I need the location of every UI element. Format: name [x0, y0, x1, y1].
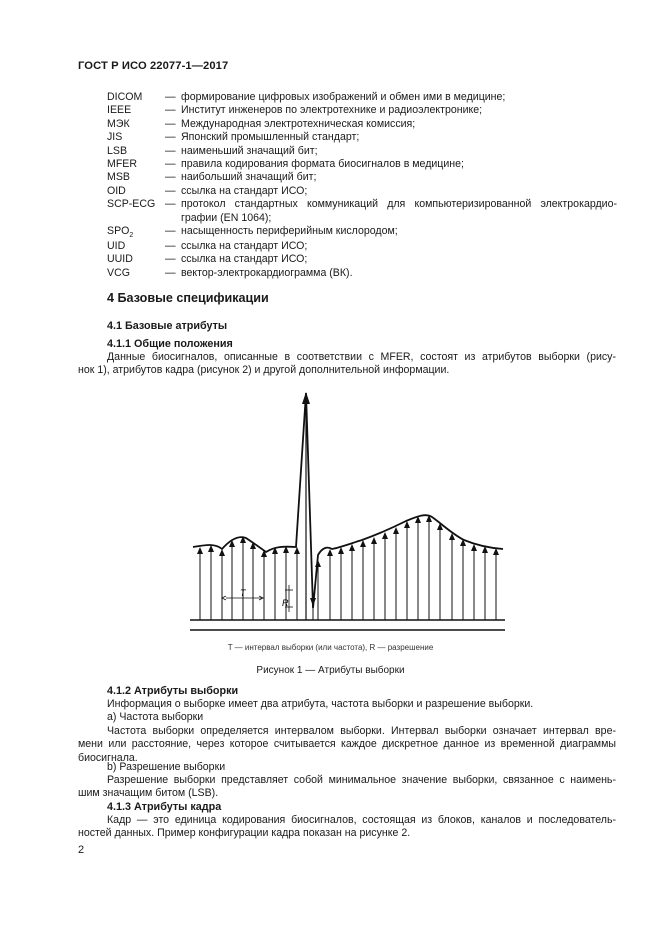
sample-arrowhead [219, 549, 225, 556]
abbreviation-definition: насыщенность периферийным кислородом; [181, 225, 398, 238]
figure-caption: Рисунок 1 — Атрибуты выборки [256, 665, 405, 676]
abbreviation-term: OID [107, 184, 126, 197]
abbreviation-dash: — [165, 198, 176, 211]
sample-arrowhead [393, 527, 399, 534]
abbreviation-definition: Институт инженеров по электротехнике и радиоэлектронике; [181, 104, 483, 117]
section-4-heading: 4 Базовые спецификации [107, 291, 269, 305]
abbreviation-dash: — [165, 104, 176, 117]
signal-curve [193, 393, 503, 608]
abbreviation-dash: — [165, 240, 176, 253]
page-number: 2 [78, 844, 85, 856]
abbreviation-term-subscript: 2 [129, 232, 134, 240]
abbreviation-dash: — [165, 266, 176, 279]
abbreviation-dash: — [165, 171, 176, 184]
abbreviation-term: SCP-ECG [107, 198, 156, 211]
sampling-resolution-paragraph [78, 774, 616, 801]
abbreviation-term: MSB [107, 171, 130, 184]
abbreviation-dash: — [165, 253, 176, 266]
paragraph-line: Разрешение выборки представляет собой минимальное значение выборки, связанное с наимень- [107, 774, 616, 786]
abbreviation-dash: — [165, 91, 176, 103]
abbreviation-definition: ссылка на стандарт ИСО; [181, 240, 308, 253]
sample-arrowhead [382, 532, 388, 539]
peak-arrowhead [302, 392, 310, 404]
abbreviation-definition: наибольший значащий бит; [181, 171, 317, 184]
sample-arrowhead [371, 537, 377, 544]
sample-arrowhead [294, 547, 300, 554]
sample-intro-text: Информация о выборке имеет два атрибута, частота выборки и разрешение выборки. [107, 698, 534, 710]
sample-arrowhead [315, 560, 321, 567]
paragraph-line: Кадр — это единица кодирования биосигналов, состоящая из блоков, каналов и последователь- [107, 814, 616, 826]
abbreviation-definition-line: графии (EN 1064); [181, 211, 272, 224]
paragraph-line: мени или расстояние, через которое считывается каждое дискретное данное из временной диаграммы [78, 738, 616, 751]
abbreviation-term: VCG [107, 266, 130, 279]
abbreviation-dash: — [165, 131, 176, 144]
sampling-frequency-paragraph [78, 725, 616, 765]
section-4-1-2-heading: 4.1.2 Атрибуты выборки [107, 685, 239, 697]
abbreviation-term: LSB [107, 144, 128, 157]
abbreviation-term: MFER [107, 158, 138, 171]
sample-arrowhead [197, 547, 203, 554]
abbreviation-term: JIS [107, 131, 123, 144]
abbreviation-definition: Японский промышленный стандарт; [181, 131, 360, 144]
abbreviation-term: DICOM [107, 91, 143, 103]
abbreviation-dash: — [165, 144, 176, 157]
abbreviation-definition: ссылка на стандарт ИСО; [181, 253, 308, 266]
abbreviation-definition-line: протокол стандартных коммуникаций для компьютеризированной электрокардио- [181, 198, 617, 211]
figure-legend: T — интервал выборки (или частота), R — разрешение [227, 643, 434, 652]
interval-arrow-left [222, 596, 226, 600]
abbreviation-definition: вектор-электрокардиограмма (ВК). [181, 266, 353, 279]
paragraph-line: ностей данных. Пример конфигурации кадра показан на рисунке 2. [78, 827, 411, 840]
abbreviation-definition: ссылка на стандарт ИСО; [181, 184, 308, 197]
abbreviation-dash: — [165, 117, 176, 130]
abbreviation-dash: — [165, 225, 176, 238]
paragraph-line: нок 1), атрибутов кадра (рисунок 2) и другой дополнительной информации. [78, 364, 450, 377]
section-4-1-heading: 4.1 Базовые атрибуты [107, 320, 228, 332]
interval-label: T [240, 588, 246, 598]
abbreviation-term: UID [107, 240, 126, 253]
abbreviation-definition: правила кодирования формата биосигналов в медицине; [181, 158, 464, 171]
section-4-1-1-heading: 4.1.1 Общие положения [107, 338, 233, 350]
abbreviation-definition: формирование цифровых изображений и обмен ими в медицине; [181, 91, 506, 103]
section-4-1-3-heading: 4.1.3 Атрибуты кадра [107, 801, 222, 813]
abbreviation-dash: — [165, 184, 176, 197]
dip-arrowhead [310, 598, 316, 606]
abbreviation-term-base: SPO [107, 225, 130, 238]
frame-attributes-paragraph [78, 814, 616, 841]
item-b-label: b) Разрешение выборки [107, 761, 226, 773]
document-header: ГОСТ Р ИСО 22077-1—2017 [78, 60, 229, 72]
item-a-label: а) Частота выборки [107, 711, 204, 723]
sample-arrowhead [349, 544, 355, 551]
ecg-waveform [190, 392, 505, 630]
abbreviation-term: IEEE [107, 104, 132, 117]
paragraph-line: Данные биосигналов, описанные в соответствии с MFER, состоят из атрибутов выборки (рису- [107, 351, 616, 363]
paragraph-line: биосигнала. [78, 751, 138, 764]
paragraph-line: шим значащим битом (LSB). [78, 787, 219, 800]
sample-arrowhead [250, 542, 256, 549]
resolution-label: R [282, 598, 289, 608]
sample-arrowhead [327, 549, 333, 556]
abbreviation-term: МЭК [107, 117, 130, 130]
abbreviation-definition: Международная электротехническая комиссия; [181, 117, 416, 130]
abbreviation-dash: — [165, 158, 176, 171]
paragraph-line: Частота выборки определяется интервалом выборки. Интервал выборки означает интервал вре- [107, 725, 616, 737]
abbreviation-term: UUID [107, 253, 133, 266]
abbreviation-definition: наименьший значащий бит; [181, 144, 318, 157]
